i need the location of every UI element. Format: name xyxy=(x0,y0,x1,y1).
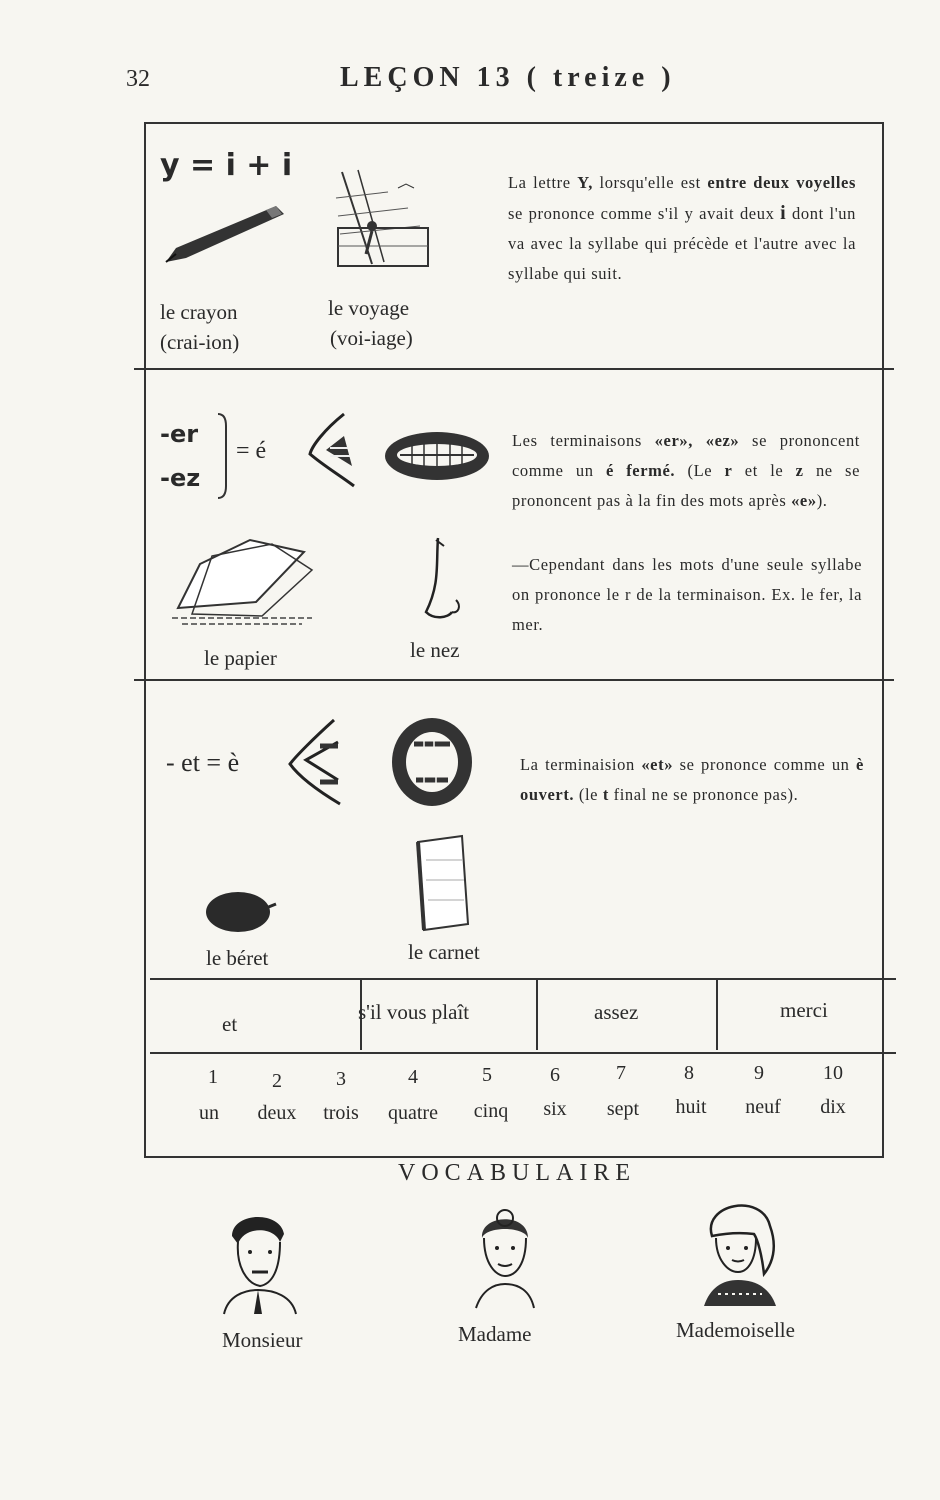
number: 7 xyxy=(616,1062,626,1084)
formula-er: -er xyxy=(160,420,199,448)
expression-cell: merci xyxy=(780,998,828,1022)
table-divider xyxy=(150,1052,896,1054)
number: 5 xyxy=(482,1064,492,1086)
vocabulary-title: VOCABULAIRE xyxy=(398,1160,636,1186)
number: 4 xyxy=(408,1066,418,1088)
formula-ez: -ez xyxy=(160,464,201,492)
mouth-side-icon xyxy=(304,410,374,490)
formula-y: y = i + i xyxy=(160,148,293,183)
page-title: LEÇON 13 ( treize ) xyxy=(340,62,676,93)
rule-text-y: La lettre Y, lorsqu'elle est entre deux voyelles se prononce comme s'il y avait deux i dont l'un va avec la syllabe qui précède et l'autre avec la syllabe qui suit. xyxy=(508,173,856,283)
table-divider xyxy=(536,980,538,1050)
number-word: six xyxy=(543,1098,567,1120)
number: 8 xyxy=(684,1062,694,1084)
number: 10 xyxy=(823,1062,843,1084)
number-word: cinq xyxy=(473,1100,509,1122)
word-label: le nez xyxy=(410,638,460,662)
expression-cell: s'il vous plaît xyxy=(358,1000,470,1024)
number-word: un xyxy=(199,1102,219,1124)
pronunciation-label: (voi-iage) xyxy=(330,326,413,350)
number-word: neuf xyxy=(745,1096,781,1118)
ship-icon xyxy=(328,168,438,278)
mouth-open-front-icon xyxy=(390,716,474,808)
number-word: dix xyxy=(820,1096,846,1118)
pronunciation-label: (crai-ion) xyxy=(160,330,240,354)
formula-et: - et = è xyxy=(166,748,240,777)
rule-text-et: La terminaision «et» se prononce comme un è ouvert. (le t final ne se prononce pas). xyxy=(520,755,864,804)
number-word: quatre xyxy=(388,1102,438,1124)
word-label: le béret xyxy=(206,946,269,970)
expression-cell: et xyxy=(222,1012,238,1036)
pencil-icon xyxy=(158,200,288,270)
number: 1 xyxy=(208,1066,218,1088)
number: 2 xyxy=(272,1070,282,1092)
word-label: le carnet xyxy=(408,940,480,964)
word-label: le papier xyxy=(204,646,277,670)
number: 9 xyxy=(754,1062,764,1084)
number-word: huit xyxy=(675,1096,707,1118)
number: 6 xyxy=(550,1064,560,1086)
woman-portrait-icon xyxy=(470,1208,540,1310)
paper-icon xyxy=(172,534,322,626)
brace-icon xyxy=(216,412,230,500)
numbers-row xyxy=(0,1062,940,1096)
word-label: le crayon xyxy=(160,300,238,324)
vocabulary-word: Monsieur xyxy=(222,1328,303,1352)
vocabulary-word: Madame xyxy=(458,1322,532,1346)
number-words-row xyxy=(0,1096,940,1132)
word-label: le voyage xyxy=(328,296,410,320)
notebook-icon xyxy=(410,830,474,934)
nose-icon xyxy=(418,534,468,634)
table-divider xyxy=(716,980,718,1050)
rule-text-er-2: —Cependant dans les mots d'une seule syllabe on prononce le r de la terminaison. Ex. le fer, la mer. xyxy=(512,555,862,634)
formula-result: = é xyxy=(236,438,267,464)
number-word: sept xyxy=(606,1098,640,1120)
number: 3 xyxy=(336,1068,346,1090)
mouth-open-side-icon xyxy=(284,716,354,808)
section-divider xyxy=(134,679,894,681)
expression-cell: assez xyxy=(594,1000,639,1024)
man-portrait-icon xyxy=(214,1206,304,1316)
table-divider xyxy=(150,978,896,980)
rule-text-er: Les terminaisons «er», «ez» se prononcent comme un é fermé. (Le r et le z ne se prononcent pas à la fin des mots après «e»). xyxy=(512,431,860,510)
beret-icon xyxy=(204,884,280,934)
page-number: 32 xyxy=(126,66,150,92)
number-word: trois xyxy=(323,1102,359,1124)
number-word: deux xyxy=(257,1102,297,1124)
vocabulary-word: Mademoiselle xyxy=(676,1318,795,1342)
section-divider xyxy=(134,368,894,370)
mouth-smile-icon xyxy=(382,428,492,484)
girl-portrait-icon xyxy=(698,1196,782,1308)
